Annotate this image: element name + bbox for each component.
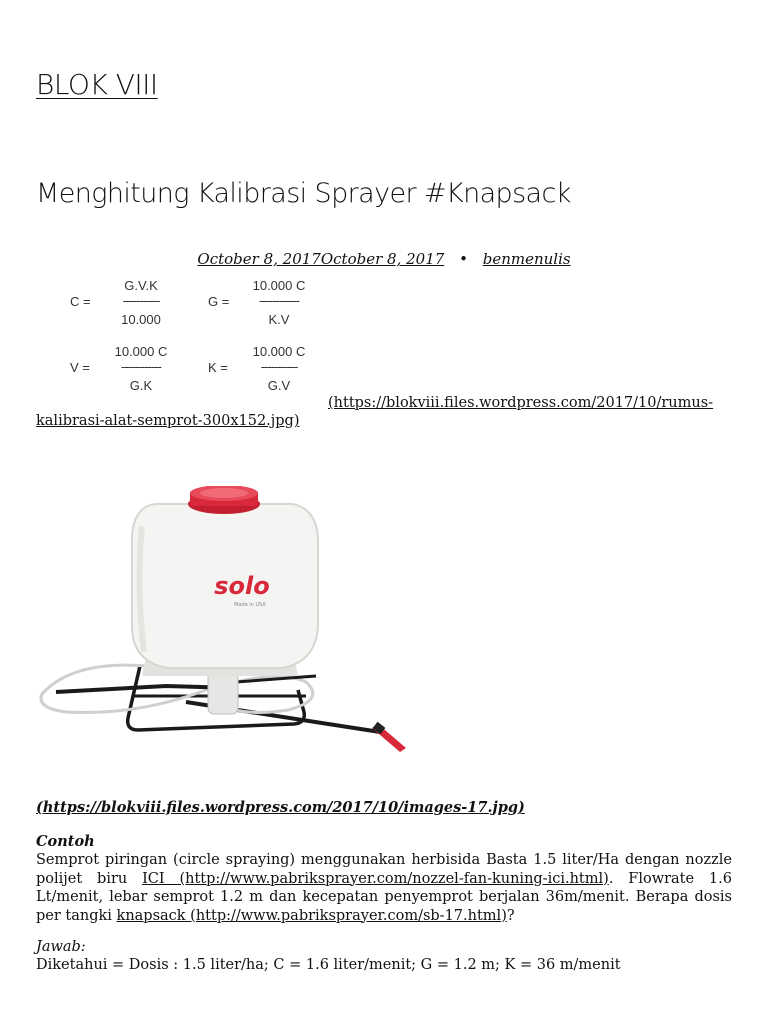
site-title[interactable]: BLOK VIII <box>36 68 158 101</box>
contoh-heading: Contoh <box>36 833 95 850</box>
formula-line: ----------- <box>122 293 160 308</box>
formula-numerator: G.V.K <box>124 278 158 293</box>
link-nozzle-ici[interactable]: ICI (http://www.pabriksprayer.com/nozzel-fan-kuning-ici.html) <box>142 870 609 887</box>
meta-separator: • <box>459 250 468 268</box>
image-link-sprayer[interactable]: (https://blokviii.files.wordpress.com/2017/10/images-17.jpg) <box>36 799 525 816</box>
formula-numerator: 10.000 C <box>114 344 168 359</box>
formula-lhs: G = <box>208 294 230 309</box>
author-link[interactable]: benmenulis <box>482 250 571 268</box>
contoh-text-3: ? <box>506 907 515 924</box>
diketahui-line: Diketahui = Dosis : 1.5 liter/ha; C = 1.6 liter/menit; G = 1.2 m; K = 36 m/menit <box>36 957 621 973</box>
post-date-link[interactable] <box>197 250 444 268</box>
formula-line: ----------- <box>260 359 298 374</box>
link-knapsack[interactable]: knapsack (http://www.pabriksprayer.com/sb-17.html) <box>116 907 507 924</box>
sprayer-image[interactable] <box>36 486 410 762</box>
post-meta <box>0 250 768 268</box>
contoh-text-2: . Flowrate 1.6 Lt/menit, lebar semprot 1.2 m dan kecepatan penyemprot berjalan 36m/menit. Berapa dosis per tangki <box>36 870 732 924</box>
post-date-published: October 8, 2017 <box>197 250 321 268</box>
contoh-paragraph <box>36 851 732 925</box>
formula-denominator: G.V <box>267 378 291 393</box>
formula-image[interactable] <box>60 276 320 396</box>
formula-denominator: 10.000 <box>121 312 161 327</box>
sprayer-tagline: Made in USA <box>234 602 266 608</box>
image-caption-1 <box>36 394 726 430</box>
sprayer-brand: solo <box>214 572 270 600</box>
formula-denominator: G.K <box>129 378 153 393</box>
formula-line: ------------ <box>121 359 161 374</box>
post-title: Menghitung Kalibrasi Sprayer #Knapsack <box>36 178 571 209</box>
jawab-heading: Jawab: <box>36 939 86 955</box>
formula-line: ------------ <box>259 293 299 308</box>
formula-numerator: 10.000 C <box>252 344 306 359</box>
image-caption-2 <box>36 799 525 816</box>
formula-lhs: C = <box>70 294 91 309</box>
formula-lhs: V = <box>70 360 90 375</box>
formula-lhs: K = <box>208 360 228 375</box>
formula-denominator: K.V <box>268 312 290 327</box>
contoh-text-1: Semprot piringan (circle spraying) menggunakan herbisida Basta 1.5 liter/Ha dengan nozzle polijet biru <box>36 852 732 887</box>
formula-numerator: 10.000 C <box>252 278 306 293</box>
post-date-updated: October 8, 2017 <box>320 250 445 268</box>
image-link-rumus[interactable]: (https://blokviii.files.wordpress.com/2017/10/rumus-kalibrasi-alat-semprot-300x152.jpg) <box>36 395 714 429</box>
